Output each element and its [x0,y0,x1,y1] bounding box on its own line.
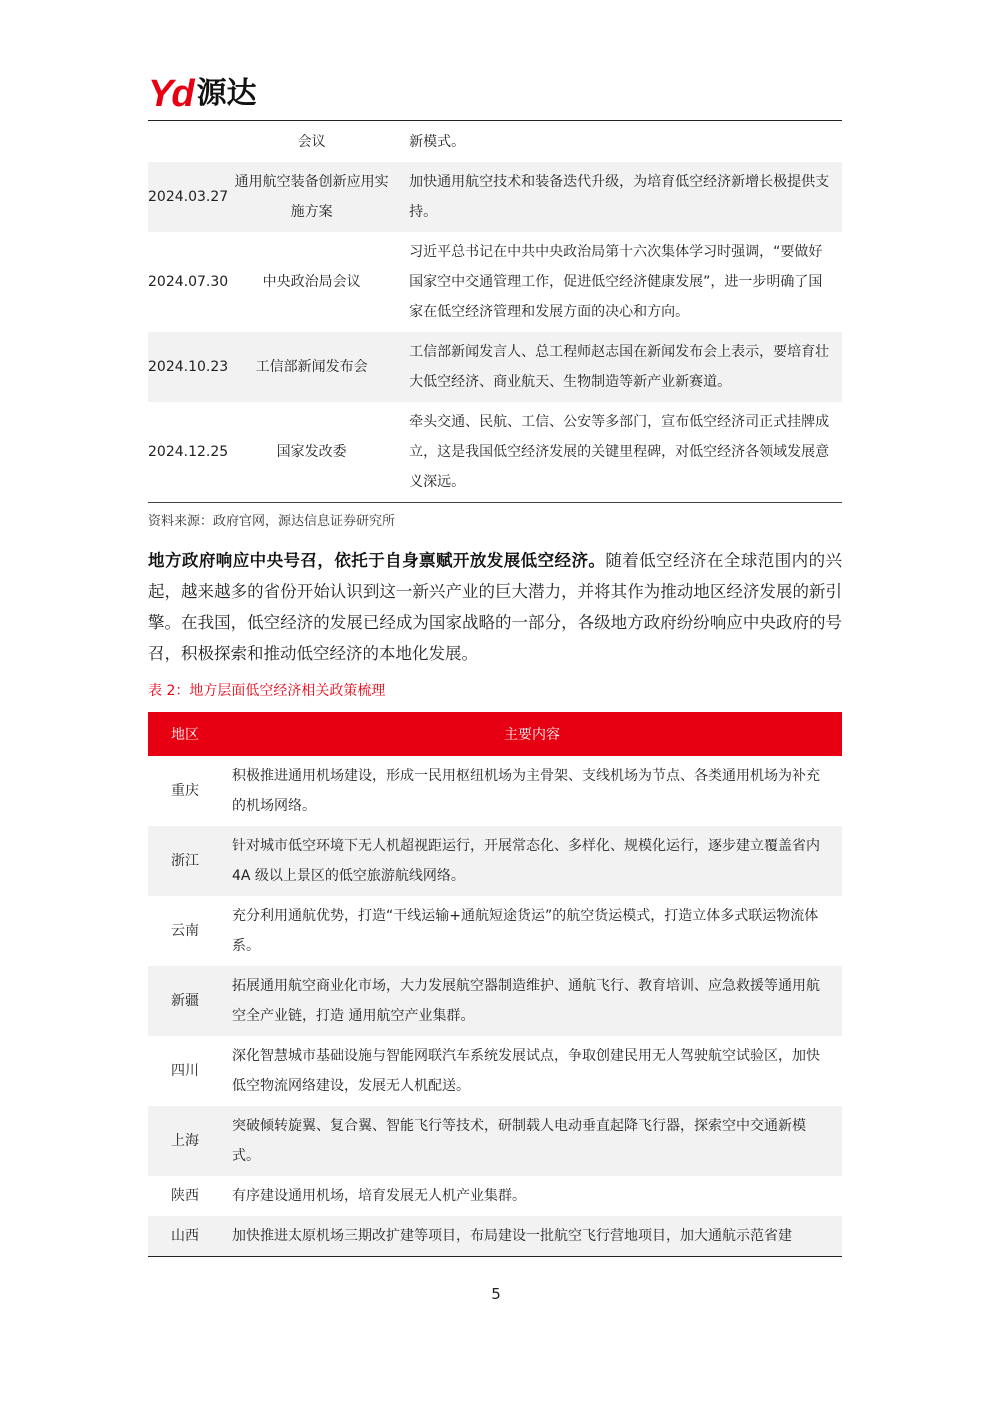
source-note: 资料来源：政府官网，源达信息证券研究所 [148,514,396,529]
table-row [148,162,842,232]
national-policy-table [148,122,842,503]
table-row [148,896,842,966]
content-cell: 针对城市低空环境下无人机超视距运行，开展常态化、多样化、规模化运行，逐步建立覆盖省内 4A 级以上景区的低空旅游航线网络。 [222,826,842,896]
date-cell [148,122,228,162]
policy-name-cell: 通用航空装备创新应用实施方案 [228,162,395,232]
header-region: 地区 [148,712,222,756]
paragraph-text: 随着低空经济在全球范围内的兴起，越来越多的省份开始认识到这一新兴产业的巨大潜力，并将其作为推动地区经济发展的新引擎。在我国，低空经济的发展已经成为国家战略的一部分，各级地方政府纷纷响应中央政府的号召，积极探索和推动低空经济的本地化发展。 [148,551,842,663]
paragraph-lead: 地方政府响应中央号召，依托于自身禀赋开放发展低空经济。 [148,551,606,570]
logo-mark: Yd [148,73,193,115]
table-row [148,232,842,332]
policy-content-cell: 牵头交通、民航、工信、公安等多部门，宣布低空经济司正式挂牌成立，这是我国低空经济发展的关键里程碑，对低空经济各领域发展意义深远。 [409,413,830,490]
date-cell: 2024.12.25 [148,443,229,460]
table-header-row [148,712,842,756]
policy-content-cell: 习近平总书记在中共中央政治局第十六次集体学习时强调，“要做好国家空中交通管理工作，促进低空经济健康发展”，进一步明确了国家在低空经济管理和发展方面的决心和方向。 [409,244,823,320]
policy-content-cell: 新模式。 [409,134,466,150]
table-row [148,1036,842,1106]
region-cell: 重庆 [171,783,199,799]
logo-text: 源达 [196,76,257,111]
content-cell: 突破倾转旋翼、复合翼、智能飞行等技术，研制载人电动垂直起降飞行器，探索空中交通新模式。 [222,1106,842,1176]
brand-logo [148,74,257,114]
region-cell: 新疆 [148,966,222,1036]
table-row [148,1216,842,1256]
content-cell: 有序建设通用机场，培育发展无人机产业集群。 [232,1188,526,1204]
policy-content-cell: 加快通用航空技术和装备迭代升级，为培育低空经济新增长极提供支持。 [395,162,842,232]
table-caption: 表 2：地方层面低空经济相关政策梳理 [148,683,386,699]
table-row [148,756,842,826]
header-divider [148,120,842,121]
region-cell: 云南 [171,923,199,939]
local-policy-table [148,712,842,1257]
date-cell: 2024.03.27 [148,162,228,232]
policy-name-cell: 工信部新闻发布会 [228,332,395,402]
date-cell: 2024.10.23 [148,332,228,402]
region-cell: 四川 [171,1063,199,1079]
table-row [148,826,842,896]
content-cell: 拓展通用航空商业化市场，大力发展航空器制造维护、通航飞行、教育培训、应急救援等通用航空全产业链，打造 通用航空产业集群。 [222,966,842,1036]
region-cell: 浙江 [148,826,222,896]
body-paragraph [148,545,842,669]
header-content: 主要内容 [222,712,842,756]
content-cell: 深化智慧城市基础设施与智能网联汽车系统发展试点，争取创建民用无人驾驶航空试验区，加快低空物流网络建设，发展无人机配送。 [232,1048,820,1094]
policy-name-cell: 中央政治局会议 [262,274,361,290]
region-cell: 上海 [148,1106,222,1176]
policy-name-cell: 会议 [297,134,326,150]
policy-name-cell: 国家发改委 [276,443,347,460]
date-cell: 2024.07.30 [148,274,229,290]
region-cell: 山西 [148,1216,222,1256]
table-row [148,122,842,162]
table-row [148,966,842,1036]
table-row [148,332,842,402]
table-row [148,402,842,502]
table-row [148,1176,842,1216]
region-cell: 陕西 [171,1188,199,1204]
content-cell: 加快推进太原机场三期改扩建等项目，布局建设一批航空飞行营地项目，加大通航示范省建 [222,1216,842,1256]
table-row [148,1106,842,1176]
content-cell: 积极推进通用机场建设，形成一民用枢纽机场为主骨架、支线机场为节点、各类通用机场为补充的机场网络。 [232,768,820,814]
policy-content-cell: 工信部新闻发言人、总工程师赵志国在新闻发布会上表示，要培育壮大低空经济、商业航天、生物制造等新产业新赛道。 [395,332,842,402]
page-number: 5 [491,1285,501,1303]
content-cell: 充分利用通航优势，打造“干线运输+通航短途货运”的航空货运模式，打造立体多式联运物流体系。 [232,908,819,954]
